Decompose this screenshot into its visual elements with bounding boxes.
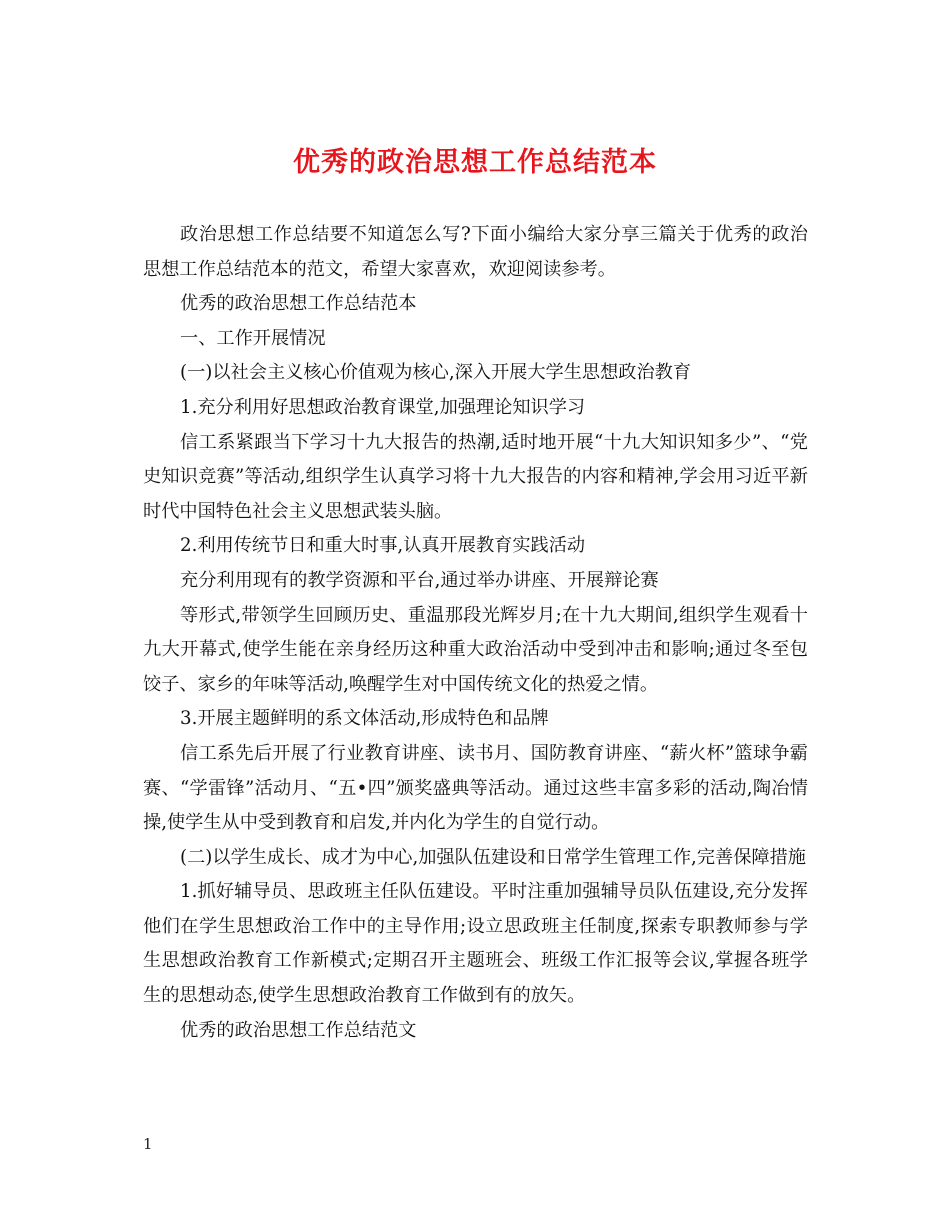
document-title: 优秀的政治思想工作总结范本 bbox=[293, 147, 657, 178]
list-item-heading: 1.充分利用好思想政治教育课堂,加强理论知识学习 bbox=[180, 396, 586, 418]
subsection-heading: (二)以学生成长、成才为中心,加强队伍建设和日常学生管理工作,完善保障措施 bbox=[180, 846, 806, 868]
list-item-heading: 2.利用传统节日和重大时事,认真开展教育实践活动 bbox=[180, 535, 586, 557]
subsection-heading: (一)以社会主义核心价值观为核心,深入开展大学生思想政治教育 bbox=[180, 362, 692, 384]
page-number: 1 bbox=[143, 1135, 153, 1153]
body-paragraph: 充分利用现有的教学资源和平台,通过举办讲座、开展辩论赛 bbox=[180, 569, 659, 591]
part-heading: 一、工作开展情况 bbox=[180, 327, 326, 349]
document-body bbox=[143, 218, 808, 1048]
section-heading: 优秀的政治思想工作总结范本 bbox=[180, 293, 417, 315]
body-paragraph: 1.抓好辅导员、思政班主任队伍建设。平时注重加强辅导员队伍建设,充分发挥他们在学生思想政治工作中的主导作用;设立思政班主任制度,探索专职教师参与学生思想政治教育工作新模式;定期召开主题班会、班级工作汇报等会议,掌握各班学生的思想动态,使学生思想政治教育工作做到有的放矢。 bbox=[143, 881, 808, 1007]
intro-paragraph: 政治思想工作总结要不知道怎么写?下面小编给大家分享三篇关于优秀的政治思想工作总结范本的范文，希望大家喜欢，欢迎阅读参考。 bbox=[143, 224, 808, 280]
list-item-heading: 3.开展主题鲜明的系文体活动,形成特色和品牌 bbox=[180, 708, 549, 730]
body-paragraph: 信工系先后开展了行业教育讲座、读书月、国防教育讲座、“薪火杯”篮球争霸赛、“学雷锋”活动月、“五•四”颁奖盛典等活动。通过这些丰富多彩的活动,陶冶情操,使学生从中受到教育和启发,并内化为学生的自觉行动。 bbox=[143, 742, 808, 834]
section-heading: 优秀的政治思想工作总结范文 bbox=[180, 1019, 417, 1041]
body-paragraph: 等形式,带领学生回顾历史、重温那段光辉岁月;在十九大期间,组织学生观看十九大开幕式,使学生能在亲身经历这种重大政治活动中受到冲击和影响;通过冬至包饺子、家乡的年味等活动,唤醒学生对中国传统文化的热爱之情。 bbox=[143, 604, 808, 695]
body-paragraph: 信工系紧跟当下学习十九大报告的热潮,适时地开展“十九大知识知多少”、“党史知识竞赛”等活动,组织学生认真学习将十九大报告的内容和精神,学会用习近平新时代中国特色社会主义思想武装头脑。 bbox=[143, 431, 808, 522]
